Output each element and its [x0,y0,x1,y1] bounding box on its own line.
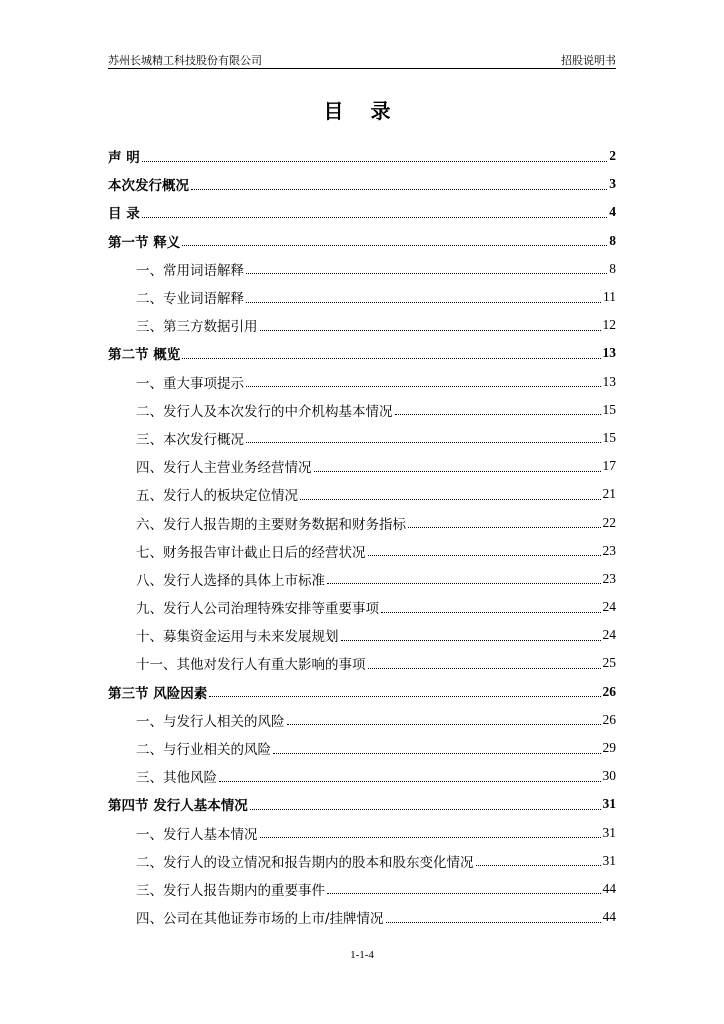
toc-chapter-entry[interactable] [108,339,616,367]
toc-entry-page: 8 [609,260,616,276]
toc-entry-title: 十一、其他对发行人有重大影响的事项 [136,657,366,674]
toc-entry-title: 一、发行人基本情况 [136,826,258,843]
toc-entry-title: 二、发行人的设立情况和报告期内的股本和股东变化情况 [136,854,474,871]
toc-section-entry[interactable] [108,847,616,875]
toc-dot-leader [381,612,601,613]
toc-section-entry[interactable] [108,621,616,649]
toc-section-entry[interactable] [108,903,616,931]
toc-dot-leader [368,555,601,556]
toc-entry-title: 一、与发行人相关的风险 [136,713,285,730]
toc-dot-leader [246,442,601,443]
toc-entry-title: 第三节 风险因素 [108,685,208,702]
toc-dot-leader [300,499,601,500]
toc-entry-title: 声 明 [108,150,140,167]
page-number: 1-1-4 [350,949,374,961]
toc-entry-title: 四、发行人主营业务经营情况 [136,460,312,477]
toc-entry-page: 26 [602,683,616,699]
toc-section-entry[interactable] [108,452,616,480]
page-header [108,50,616,69]
toc-entry-page: 2 [609,148,616,164]
toc-entry-title: 二、发行人及本次发行的中介机构基本情况 [136,403,393,420]
toc-entry-title: 八、发行人选择的具体上市标准 [136,572,325,589]
toc-section-entry[interactable] [108,875,616,903]
toc-section-entry[interactable] [108,565,616,593]
toc-entry-page: 30 [602,768,616,784]
toc-dot-leader [273,753,601,754]
toc-dot-leader [246,273,607,274]
toc-section-entry[interactable] [108,508,616,536]
toc-entry-page: 31 [602,796,616,812]
toc-dot-leader [327,893,601,894]
toc-entry-page: 12 [602,317,616,333]
table-of-contents [108,142,616,931]
toc-entry-page: 23 [602,542,616,558]
toc-dot-leader [191,189,607,190]
header-document-type: 招股说明书 [561,54,616,67]
toc-entry-title: 本次发行概况 [108,178,189,195]
toc-chapter-entry[interactable] [108,678,616,706]
toc-entry-title: 四、公司在其他证券市场的上市/挂牌情况 [136,911,384,928]
toc-entry-page: 25 [602,655,616,671]
toc-entry-page: 23 [602,570,616,586]
toc-entry-title: 三、第三方数据引用 [136,319,258,336]
toc-dot-leader [395,414,601,415]
toc-dot-leader [408,527,601,528]
toc-section-entry[interactable] [108,311,616,339]
toc-entry-title: 七、财务报告审计截止日后的经营状况 [136,544,366,561]
toc-entry-title: 三、其他风险 [136,770,217,787]
toc-entry-page: 21 [602,486,616,502]
toc-chapter-entry[interactable] [108,142,616,170]
toc-entry-page: 11 [603,289,616,305]
toc-section-entry[interactable] [108,593,616,621]
toc-entry-title: 六、发行人报告期的主要财务数据和财务指标 [136,516,406,533]
toc-section-entry[interactable] [108,424,616,452]
toc-entry-page: 3 [609,176,616,192]
toc-dot-leader [368,668,601,669]
toc-dot-leader [386,922,601,923]
toc-dot-leader [314,471,601,472]
toc-section-entry[interactable] [108,649,616,677]
toc-entry-page: 44 [602,909,616,925]
toc-section-entry[interactable] [108,734,616,762]
toc-entry-page: 15 [602,401,616,417]
toc-dot-leader [142,161,608,162]
toc-dot-leader [260,330,601,331]
toc-entry-title: 十、募集资金运用与未来发展规划 [136,629,339,646]
toc-section-entry[interactable] [108,537,616,565]
toc-dot-leader [341,640,601,641]
toc-entry-page: 24 [602,599,616,615]
toc-dot-leader [250,809,601,810]
toc-entry-page: 24 [602,627,616,643]
toc-entry-title: 五、发行人的板块定位情况 [136,488,298,505]
toc-entry-title: 第一节 释义 [108,234,181,251]
toc-dot-leader [476,865,601,866]
toc-entry-page: 4 [609,204,616,220]
toc-section-entry[interactable] [108,819,616,847]
toc-section-entry[interactable] [108,762,616,790]
toc-dot-leader [260,837,601,838]
toc-dot-leader [182,358,600,359]
toc-chapter-entry[interactable] [108,227,616,255]
toc-section-entry[interactable] [108,255,616,283]
toc-section-entry[interactable] [108,480,616,508]
toc-entry-title: 目 录 [108,206,140,223]
toc-dot-leader [219,781,601,782]
toc-entry-page: 31 [602,852,616,868]
toc-entry-page: 31 [602,824,616,840]
toc-chapter-entry[interactable] [108,790,616,818]
toc-section-entry[interactable] [108,368,616,396]
toc-entry-page: 26 [602,711,616,727]
toc-entry-title: 二、专业词语解释 [136,291,244,308]
toc-section-entry[interactable] [108,283,616,311]
toc-entry-title: 二、与行业相关的风险 [136,742,271,759]
toc-dot-leader [142,217,608,218]
toc-entry-page: 22 [602,514,616,530]
toc-entry-title: 第二节 概览 [108,347,181,364]
toc-dot-leader [246,386,601,387]
toc-entry-title: 一、重大事项提示 [136,375,244,392]
toc-dot-leader [287,724,601,725]
toc-section-entry[interactable] [108,396,616,424]
toc-entry-title: 三、发行人报告期内的重要事件 [136,882,325,899]
toc-section-entry[interactable] [108,706,616,734]
toc-entry-page: 29 [602,740,616,756]
toc-entry-page: 13 [602,373,616,389]
toc-entry-page: 13 [602,345,616,361]
toc-entry-title: 九、发行人公司治理特殊安排等重要事项 [136,601,379,618]
toc-chapter-entry[interactable] [108,170,616,198]
toc-entry-page: 15 [602,429,616,445]
toc-dot-leader [209,696,600,697]
toc-entry-title: 第四节 发行人基本情况 [108,798,248,815]
toc-entry-page: 8 [609,232,616,248]
toc-entry-title: 三、本次发行概况 [136,431,244,448]
header-company-name: 苏州长城精工科技股份有限公司 [108,54,262,67]
toc-chapter-entry[interactable] [108,198,616,226]
toc-dot-leader [246,302,601,303]
toc-dot-leader [327,583,601,584]
toc-dot-leader [182,245,607,246]
toc-entry-title: 一、常用词语解释 [136,262,244,279]
toc-entry-page: 17 [602,458,616,474]
toc-entry-page: 44 [602,880,616,896]
page-title: 目 录 [323,99,401,123]
